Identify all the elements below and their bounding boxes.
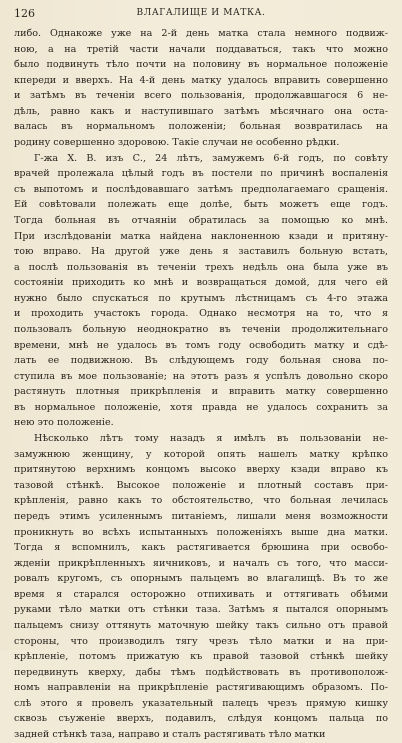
text-line: ступила въ мое пользованіе; на этотъ разъ я успѣлъ довольно скоро	[14, 370, 388, 382]
text-line: и проходить участокъ города. Однако несмотря на то, что я	[14, 308, 388, 320]
text-line: дѣль, равно какъ и наступившаго затѣмъ мѣсячнаго она оста-	[14, 105, 388, 117]
text-line: стороны, что производилъ тягу чрезъ тѣло матки и на при-	[14, 635, 388, 647]
text-line: Нѣсколько лѣтъ тому назадъ я имѣлъ въ пользованіи не-	[34, 433, 388, 445]
text-line: пальцемъ снизу оттянуть маточную шейку такъ сильно отъ правой	[14, 619, 388, 631]
text-line: При изслѣдованіи матка найдена наклоненною кзади и притяну-	[14, 230, 388, 242]
text-line: лать ее подвижною. Въ слѣдующемъ году больная снова по-	[14, 355, 388, 367]
text-line: руками тѣло матки отъ стѣнки таза. Затѣмъ я пытался опорнымъ	[14, 604, 388, 616]
text-line: пользовалъ больную неоднократно въ теченіи продолжительнаго	[14, 323, 388, 335]
text-line: ною, а на третій части начали поддаваться, такъ что можно	[14, 43, 388, 55]
text-line: нею это положеніе.	[14, 417, 114, 429]
text-line: и затѣмъ въ теченіи всего пользованія, продолжавшагося 6 не-	[14, 90, 388, 102]
text-line: жденіи прикрѣпленныхъ яичниковъ, и началъ съ того, что масси-	[14, 557, 388, 569]
text-line: врачей пролежала цѣлый годъ въ постели по причинѣ воспаленія	[14, 168, 388, 180]
text-line: съ выпотомъ и послѣдовавшаго затѣмъ предполагаемаго сращенія.	[14, 183, 388, 195]
text-line: либо. Однакоже уже на 2-й день матка стала немного подвиж-	[14, 28, 388, 39]
text-line: кпереди и вверхъ. На 4-й день матку удалось вправить совершенно	[14, 74, 388, 86]
text-line: слѣ этого я провелъ указательный палецъ чрезъ прямую кишку	[14, 697, 388, 709]
text-line: Г-жа Х. В. изъ С., 24 лѣтъ, замужемъ 6-й годъ, по совѣту	[34, 152, 388, 164]
text-line: задней стѣнкѣ таза, направо и сталъ растягивать тѣло матки	[14, 729, 326, 741]
text-line: въ нормальное положеніе, хотя правда не удалось сохранить за	[14, 401, 388, 413]
text-line: состояніи приходить ко мнѣ и возвращаться домой, для чего ей	[14, 277, 388, 289]
text-line: передвинуть кверху, дабы тѣмъ подѣйствовать въ противополож-	[14, 666, 388, 678]
text-line: было подвинуть тѣло почти на половину въ нормальное положеніе	[14, 59, 388, 71]
text-line: проникнуть во всѣхъ испытанныхъ положеніяхъ выше дна матки.	[14, 526, 388, 538]
text-line: притянутою верхнимъ концомъ высоко вверху кзади вправо къ	[14, 464, 388, 476]
running-title: ВЛАГАЛИЩЕ И МАТКА.	[136, 8, 266, 18]
text-line: крѣпленіе, потомъ прижатую къ правой тазовой стѣнкѣ шейку	[14, 651, 388, 663]
text-line: растянуть плотныя прикрѣпленія и вправить матку совершенно	[14, 386, 388, 398]
text-line: Тогда больная въ отчаяніи обратилась за помощью ко мнѣ.	[14, 214, 388, 226]
text-line: время я старался осторожно отпихивать и оттягивать обѣими	[14, 588, 388, 600]
text-line: родину совершенно здоровою. Такіе случаи не особенно рѣдки.	[14, 137, 340, 149]
text-line: нужно было спускаться по крутымъ лѣстницамъ съ 4-го этажа	[14, 292, 388, 304]
text-line: Ей совѣтовали полежать еще долѣе, быть можетъ еще годъ.	[14, 199, 388, 211]
text-line: передъ этимъ усиленнымъ питаніемъ, лишали меня возможности	[14, 510, 388, 522]
page-header	[14, 5, 388, 23]
text-line: а послѣ пользованія въ теченіи трехъ недѣль она была уже въ	[14, 261, 388, 273]
text-line: тазовой стѣнкѣ. Высокое положеніе и плотный составъ при-	[14, 479, 388, 491]
text-line: сквозь съуженіе вверхъ, подавилъ, слѣдуя концомъ пальца по	[14, 713, 388, 725]
text-line: валась въ нормальномъ положеніи; больная возвратилась на	[14, 121, 388, 133]
text-line: времени, мнѣ не удалось въ томъ году освободить матку и сдѣ-	[14, 339, 388, 351]
page-number: 126	[14, 7, 35, 20]
text-line: замужнюю женщину, у которой опять нашелъ матку крѣпко	[14, 448, 388, 460]
text-line: крѣпленія, равно какъ то обстоятельство, что больная лечилась	[14, 495, 388, 507]
text-line: тою вправо. На другой уже день я заставилъ больную встать,	[14, 246, 388, 258]
text-line: номъ направленіи на прикрѣпленіе растягивающимъ образомъ. По-	[14, 682, 388, 694]
text-line: ровалъ кругомъ, съ опорнымъ пальцемъ во влагалищѣ. Въ то же	[14, 573, 388, 585]
body-text	[14, 26, 388, 743]
text-line: Тогда я вспомнилъ, какъ растягивается брюшина при освобо-	[14, 542, 388, 554]
